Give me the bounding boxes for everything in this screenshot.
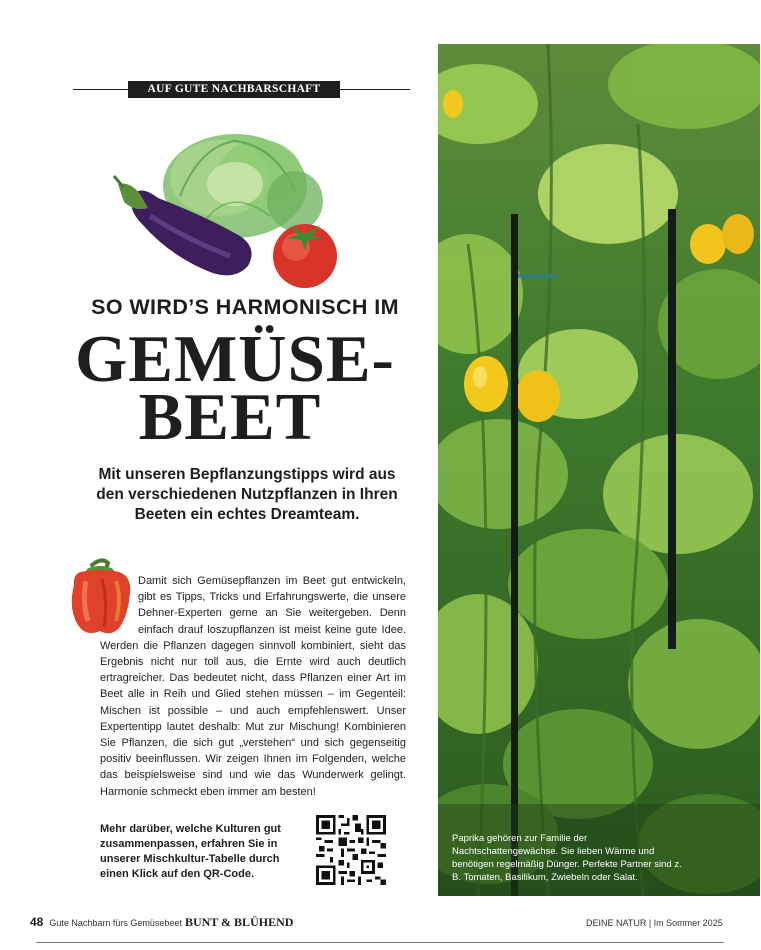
pepper-plants-photo [438, 44, 760, 896]
footer-brand: BUNT & BLÜHEND [184, 915, 294, 929]
footer-left [30, 915, 293, 930]
headline-line-2: BEET [138, 380, 322, 454]
qr-code[interactable] [316, 815, 386, 885]
lead-paragraph: Mit unseren Bepflanzungstipps wird aus den verschiedenen Nutzpflanzen in Ihren Beeten ein echtes Dreamteam. [96, 466, 398, 523]
headline-line-1: GEMÜSE- [75, 322, 395, 396]
vegetables-illustration [110, 126, 350, 291]
kicker-label: AUF GUTE NACHBARSCHAFT [128, 81, 340, 98]
subheading: SO WIRD’S HARMONISCH IM [91, 295, 399, 319]
page-number: 48 [30, 915, 44, 929]
body-paragraph: Damit sich Gemüsepflanzen im Beet gut entwickeln, gibt es Tipps, Tricks und Erfahrungswerte, die unsere Dehner-Experten gerne an Sie weitergeben. Denn einfach drauf loszupflanzen ist meist keine gute Idee. Werden die Pflanzen dagegen sinnvoll kombiniert, sieht das Ergebnis nicht nur toll aus, die Ernte wird auch deutlich ertragreicher. Das bedeutet nicht, dass Pflanzen einer Art im Beet alle in Reih und Glied stehen müssen – im Gegenteil: Mischen ist possible – und auch empfehlenswert. Unser Expertentipp lautet deshalb: Mut zur Mischung! Kombinieren Sie Pflanzen, die sich gut „verstehen“ und sich gegenseitig positiv beeinflussen. Wir zeigen Ihnen im Folgenden, welche das beispielsweise sind und wie das Wunderwerk gelingt. Harmonie schmeckt eben immer am besten! [100, 575, 406, 798]
photo-caption: Paprika gehören zur Familie der Nachtschattengewächse. Sie lieben Wärme und benötigen regelmäßig Dünger. Perfekte Partner sind z. B. Tomaten, Basilikum, Zwiebeln oder Salat. [452, 833, 682, 883]
qr-call-to-action: Mehr darüber, welche Kulturen gut zusammenpassen, erfahren Sie in unserer Mischkultur-Tabelle durch einen Klick auf den QR-Code. [100, 823, 281, 880]
body-text-block [100, 573, 406, 800]
footer-section: Gute Nachbarn fürs Gemüsebeet [49, 918, 182, 928]
tomato-illustration [273, 224, 337, 288]
footer-rule [36, 942, 724, 943]
footer-publication: DEINE NATUR | Im Sommer 2025 [586, 918, 723, 928]
